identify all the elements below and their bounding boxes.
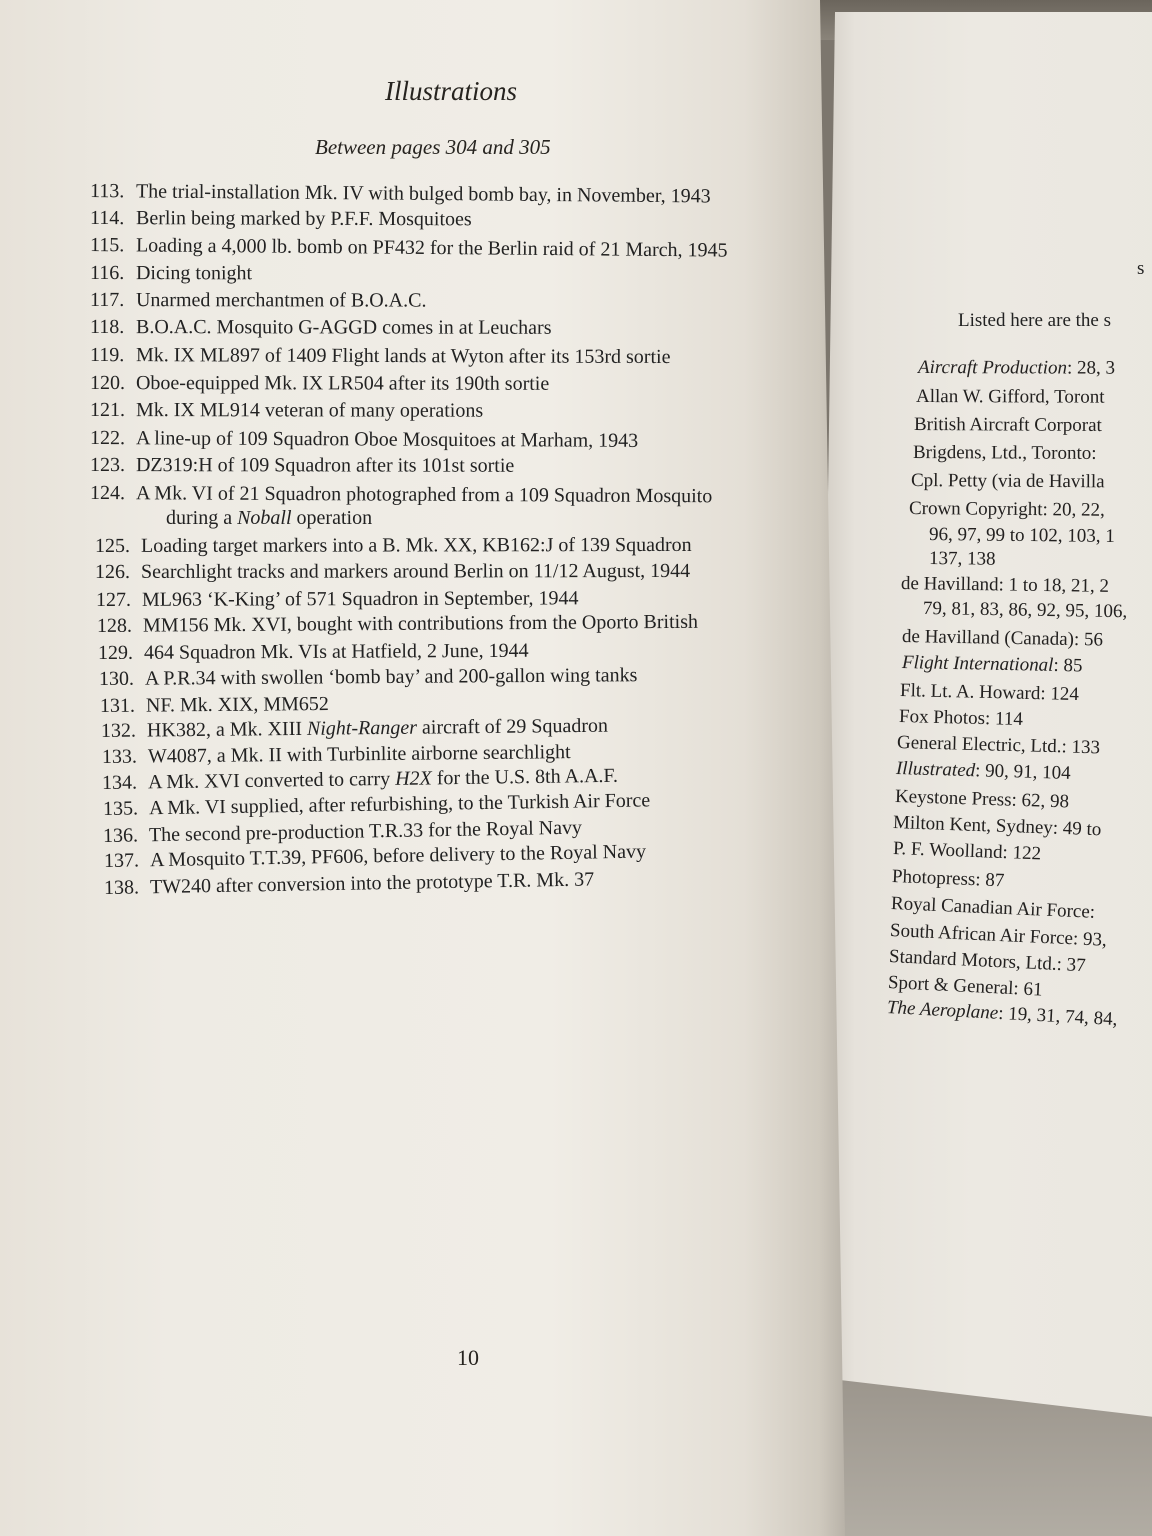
credit-entry: Photopress: 87 (891, 866, 1005, 892)
item-caption: A Mk. VI of 21 Squadron photographed from a 109 Squadron Mosquito (135, 482, 713, 508)
credit-entry: Keystone Press: 62, 98 (894, 786, 1070, 813)
item-caption: The second pre-production T.R.33 for the Royal Navy (148, 816, 583, 847)
item-caption: Loading a 4,000 lb. bomb on PF432 for the Berlin raid of 21 March, 1945 (135, 234, 728, 262)
item-caption: Berlin being marked by P.F.F. Mosquitoes (135, 207, 472, 231)
item-caption: Loading target markers into a B. Mk. XX, KB162:J of 139 Squadron (140, 533, 692, 557)
credit-entry: 137, 138 (928, 548, 996, 570)
credits-intro: Listed here are the s (958, 310, 1111, 331)
item-number: 117. (89, 289, 125, 312)
item-caption: ML963 ‘K-King’ of 571 Squadron in September, 1944 (141, 587, 579, 611)
item-number: 129. (97, 641, 134, 664)
item-caption: B.O.A.C. Mosquito G-AGGD comes in at Leuchars (135, 316, 552, 339)
credit-entry: Royal Canadian Air Force: (890, 893, 1096, 923)
item-caption: HK382, a Mk. XIII Night-Ranger aircraft of 29 Squadron (146, 714, 609, 742)
item-number: 125. (94, 534, 131, 557)
credit-entry: Allan W. Gifford, Toront (915, 386, 1105, 408)
item-number: 126. (94, 560, 131, 583)
item-number: 128. (96, 614, 133, 637)
item-caption: 464 Squadron Mk. VIs at Hatfield, 2 June, 1944 (143, 639, 529, 664)
item-caption: Mk. IX ML914 veteran of many operations (135, 399, 484, 422)
item-number: 121. (89, 399, 126, 422)
item-number: 138. (103, 876, 140, 899)
item-caption: A Mk. VI supplied, after refurbishing, to the Turkish Air Force (148, 789, 651, 820)
item-caption: A Mk. XVI converted to carry H2X for the U.S. 8th A.A.F. (147, 764, 619, 794)
credit-entry: P. F. Woolland: 122 (892, 838, 1042, 865)
credit-entry: Illustrated: 90, 91, 104 (895, 758, 1071, 784)
item-number: 135. (102, 797, 139, 820)
item-number: 116. (89, 262, 125, 285)
credit-entry: Cpl. Petty (via de Havilla (910, 470, 1105, 493)
item-number: 132. (100, 719, 137, 742)
item-caption: during a Noball operation (166, 507, 373, 529)
item-number: 124. (89, 482, 126, 505)
credit-entry: Flight International: 85 (901, 652, 1083, 677)
item-caption: A P.R.34 with swollen ‘bomb bay’ and 200-gallon wing tanks (144, 664, 638, 690)
credit-entry: Brigdens, Ltd., Toronto: (912, 442, 1097, 464)
item-number: 136. (102, 824, 139, 847)
credit-entry: Fox Photos: 114 (898, 706, 1024, 731)
item-caption: Dicing tonight (135, 262, 253, 285)
item-number: 133. (101, 745, 138, 768)
credit-entry: 79, 81, 83, 86, 92, 95, 106, (922, 598, 1128, 623)
item-number: 127. (95, 588, 132, 611)
credit-entry: Crown Copyright: 20, 22, (908, 498, 1105, 521)
item-caption: Oboe-equipped Mk. IX LR504 after its 190th sortie (135, 372, 550, 395)
credit-entry: South African Air Force: 93, (889, 920, 1108, 951)
item-caption: Mk. IX ML897 of 1409 Flight lands at Wyton after its 153rd sortie (135, 344, 671, 369)
credit-entry: Aircraft Production: 28, 3 (917, 357, 1116, 379)
item-caption: Searchlight tracks and markers around Berlin on 11/12 August, 1944 (140, 559, 691, 583)
credit-entry: de Havilland (Canada): 56 (901, 626, 1104, 651)
credit-entry: de Havilland: 1 to 18, 21, 2 (900, 573, 1110, 597)
credit-entry: Milton Kent, Sydney: 49 to (892, 812, 1102, 841)
item-number: 122. (89, 427, 126, 450)
item-caption: Unarmed merchantmen of B.O.A.C. (135, 289, 427, 312)
item-number: 134. (101, 771, 138, 794)
item-number: 137. (103, 849, 140, 872)
credit-entry: The Aeroplane: 19, 31, 74, 84, (886, 997, 1118, 1031)
item-caption: MM156 Mk. XVI, bought with contributions from the Oporto British (142, 610, 699, 637)
credit-entry: Flt. Lt. A. Howard: 124 (899, 680, 1080, 706)
credit-entry: General Electric, Ltd.: 133 (896, 732, 1101, 759)
item-number: 113. (89, 180, 125, 203)
item-caption: A line-up of 109 Squadron Oboe Mosquitoes at Marham, 1943 (135, 427, 639, 452)
section-title-fragment: s (1137, 258, 1145, 279)
item-caption: NF. Mk. XIX, MM652 (145, 693, 329, 717)
item-number: 114. (89, 207, 125, 230)
credit-entry: Sport & General: 61 (887, 972, 1043, 1001)
item-caption: DZ319:H of 109 Squadron after its 101st sortie (135, 454, 515, 477)
credit-entry: Standard Motors, Ltd.: 37 (888, 946, 1087, 977)
item-number: 130. (98, 667, 135, 690)
item-number: 123. (89, 454, 126, 477)
item-caption: W4087, a Mk. II with Turbinlite airborne searchlight (147, 741, 571, 768)
page-number: 10 (457, 1345, 479, 1370)
item-number: 118. (89, 316, 125, 339)
credit-entry: British Aircraft Corporat (913, 414, 1102, 436)
item-caption: A Mosquito T.T.39, PF606, before delivery to the Royal Navy (149, 840, 647, 872)
section-subtitle: Between pages 304 and 305 (315, 135, 551, 159)
item-number: 119. (89, 344, 125, 367)
item-number: 120. (89, 372, 126, 395)
credit-entry: 96, 97, 99 to 102, 103, 1 (928, 524, 1115, 547)
item-number: 115. (89, 234, 125, 257)
item-caption: The trial-installation Mk. IV with bulged bomb bay, in November, 1943 (135, 180, 711, 208)
item-caption: TW240 after conversion into the prototype T.R. Mk. 37 (149, 868, 595, 899)
item-number: 131. (99, 694, 136, 717)
page-title: Illustrations (385, 76, 518, 106)
